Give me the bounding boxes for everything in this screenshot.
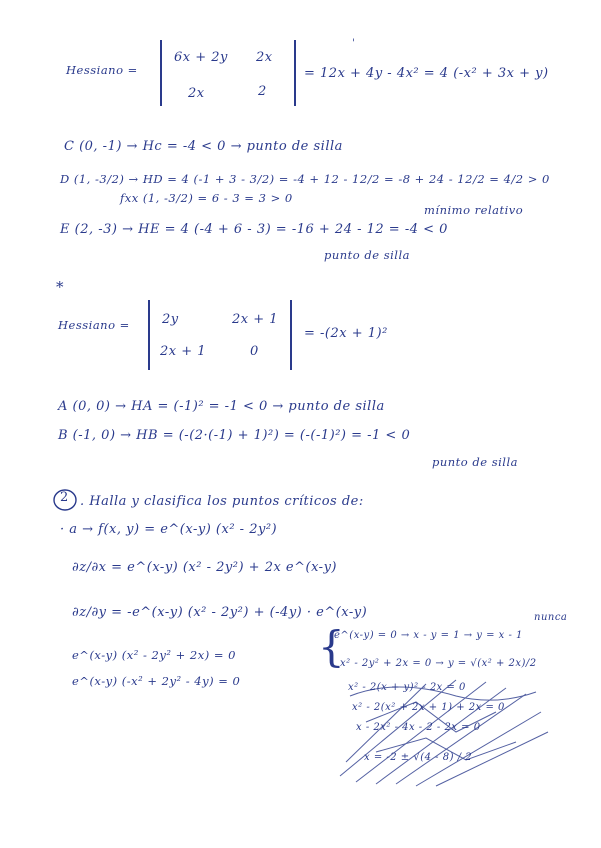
crossed-out-scribble xyxy=(336,672,556,792)
hessiano-label-2: Hessiano = xyxy=(58,318,130,332)
matrix-bracket-left xyxy=(160,40,162,106)
partial-y: ∂z/∂y = -e^(x-y) (x² - 2y²) + (-4y) · e^(x-y) xyxy=(72,605,368,620)
line-e: E (2, -3) → HE = 4 (-4 + 6 - 3) = -16 + 24 - 12 = -4 < 0 xyxy=(60,222,448,237)
scratch-line-3: x - 2x² - 4x - 2 - 2x = 0 xyxy=(356,722,481,733)
curly-brace: { xyxy=(318,622,346,671)
line-a: A (0, 0) → HA = (-1)² = -1 < 0 → punto de silla xyxy=(58,399,385,414)
line-b: B (-1, 0) → HB = (-(2·(-1) + 1)²) = (-(-1)²) = -1 < 0 xyxy=(58,428,411,443)
matrix-cell: 0 xyxy=(250,344,259,359)
matrix-cell: 2x + 1 xyxy=(160,344,207,359)
line-silla-1: punto de silla xyxy=(324,248,410,262)
system-line-1: e^(x-y) = 0 → x - y = 1 → y = x - 1 xyxy=(334,630,523,641)
hessiano-label-1: Hessiano = xyxy=(66,63,138,77)
line-min-relativo: mínimo relativo xyxy=(424,203,524,217)
line-d: D (1, -3/2) → HD = 4 (-1 + 3 - 3/2) = -4 + 12 - 12/2 = -8 + 24 - 12/2 = 4/2 > 0 xyxy=(60,172,550,186)
problem-number: 2 xyxy=(60,490,69,505)
line-c: C (0, -1) → Hc = -4 < 0 → punto de silla xyxy=(64,139,343,154)
matrix-bracket-right xyxy=(290,300,292,370)
star-mark: * xyxy=(56,278,64,296)
matrix-cell: 2x xyxy=(256,50,273,65)
equation-2: e^(x-y) (-x² + 2y² - 4y) = 0 xyxy=(72,674,241,688)
stray-mark: ' xyxy=(352,38,356,49)
matrix-cell: 2x + 1 xyxy=(232,312,279,327)
hessian-result-2: = -(2x + 1)² xyxy=(304,326,388,341)
matrix-bracket-right xyxy=(294,40,296,106)
matrix-bracket-left xyxy=(148,300,150,370)
line-silla-2: punto de silla xyxy=(432,455,518,469)
scratch-line-4: x = -2 ± √(4 - 8) / 2 xyxy=(364,752,473,763)
scratch-line-2: x² - 2(x² + 2x + 1) + 2x = 0 xyxy=(352,702,505,713)
matrix-cell: 2y xyxy=(162,312,179,327)
equation-1: e^(x-y) (x² - 2y² + 2x) = 0 xyxy=(72,648,236,662)
scratch-line-1: x² - 2(x + y)² - 2x = 0 xyxy=(348,682,466,693)
problem-heading: . Halla y clasifica los puntos críticos de: xyxy=(80,494,364,509)
matrix-cell: 2 xyxy=(258,84,267,99)
matrix-cell: 2x xyxy=(188,86,205,101)
nunca-note: nunca xyxy=(534,612,568,623)
function-def: · a → f(x, y) = e^(x-y) (x² - 2y²) xyxy=(60,522,278,537)
partial-x: ∂z/∂x = e^(x-y) (x² - 2y²) + 2x e^(x-y) xyxy=(72,560,337,575)
system-line-2: x² - 2y² + 2x = 0 → y = √(x² + 2x)/2 xyxy=(340,658,537,669)
matrix-cell: 6x + 2y xyxy=(174,50,228,65)
line-d-fxx: fxx (1, -3/2) = 6 - 3 = 3 > 0 xyxy=(120,191,293,205)
hessian-result-1: = 12x + 4y - 4x² = 4 (-x² + 3x + y) xyxy=(304,66,549,81)
